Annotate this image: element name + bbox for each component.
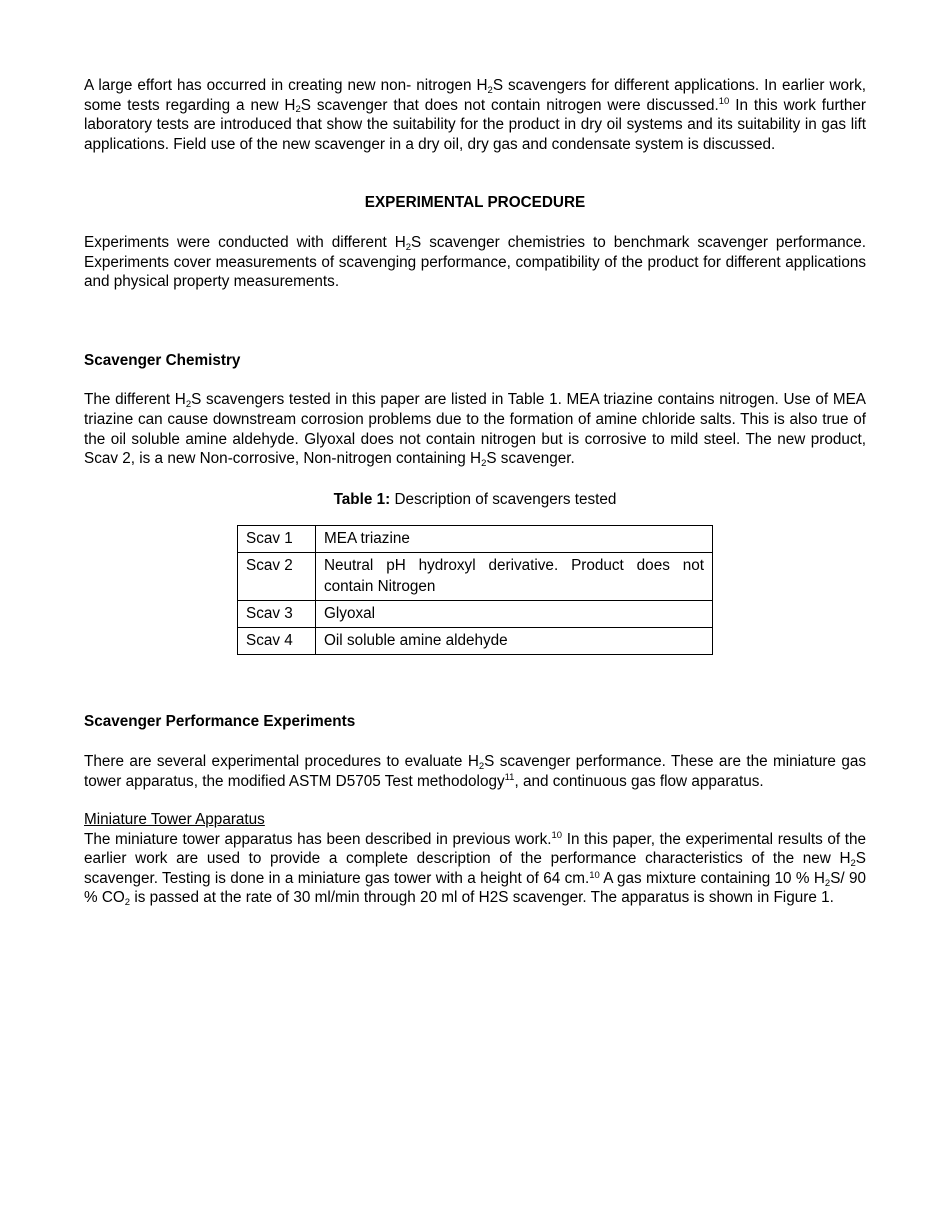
intro-text-4: In this work further laboratory tests are introduced that show the suitability for the product in dry oil systems and its suitability in gas lift applications. Field use of the new scavenger in a dry oil, dry gas and condensate system is discussed. [84, 96, 866, 153]
table-row [238, 553, 713, 601]
subscript: 2 [478, 760, 485, 772]
table-cell-desc: MEA triazine [316, 526, 713, 553]
table-cell-id: Scav 3 [238, 601, 316, 628]
experimental-text-1: Experiments were conducted with different H [84, 233, 406, 251]
subheading-miniature-tower: Miniature Tower Apparatus [84, 811, 265, 829]
experimental-paragraph [84, 233, 866, 292]
subscript: 2 [850, 858, 856, 870]
subheading-performance-experiments: Scavenger Performance Experiments [84, 713, 356, 731]
chemistry-text-2: S scavengers tested in this paper are listed in Table 1. MEA triazine contains nitrogen. Use of MEA triazine can cause downstream corrosion problems due to the formation of amine chloride salts. This is also true of the oil soluble amine aldehyde. Glyoxal does not contain nitrogen but is corrosive to mild steel. The new product, Scav 2, is a new Non-corrosive, Non-nitrogen containing H [84, 391, 866, 468]
table-cell-id: Scav 2 [238, 553, 316, 601]
subscript: 2 [487, 84, 493, 96]
reference-superscript: 10 [551, 830, 563, 842]
tower-text-5: S/ 90 % CO [84, 869, 866, 907]
table-cell-id: Scav 1 [238, 526, 316, 553]
experimental-text-2: S scavenger chemistries to benchmark scavenger performance. Experiments cover measurements of scavenging performance, compatibility of the product for different applications and physical property measurements. [84, 233, 866, 291]
scavenger-table [237, 525, 713, 655]
performance-paragraph [84, 752, 866, 791]
reference-superscript: 11 [504, 772, 515, 784]
performance-text-1: There are several experimental procedures to evaluate H [84, 752, 479, 770]
table-row [238, 526, 713, 553]
performance-text-3: , and continuous gas flow apparatus. [514, 772, 764, 790]
section-heading-experimental: EXPERIMENTAL PROCEDURE [364, 194, 586, 212]
table-cell-desc: Glyoxal [316, 601, 713, 628]
subscript: 2 [124, 897, 131, 909]
tower-text-3: S scavenger. Testing is done in a miniature gas tower with a height of 64 cm. [84, 850, 866, 887]
reference-superscript: 10 [718, 96, 730, 108]
table-caption-label: Table 1: [333, 490, 391, 508]
tower-paragraph [84, 830, 866, 908]
subscript: 2 [481, 457, 487, 469]
tower-text-1: The miniature tower apparatus has been described in previous work. [84, 830, 552, 848]
table-row [238, 601, 713, 628]
table-caption [84, 490, 866, 510]
intro-text-1: A large effort has occurred in creating new non- nitrogen H [84, 77, 488, 94]
tower-text-4: A gas mixture containing 10 % H [599, 869, 825, 887]
intro-text-3: S scavenger that does not contain nitrogen were discussed. [300, 96, 719, 114]
table-cell-id: Scav 4 [238, 628, 316, 655]
reference-superscript: 10 [589, 869, 600, 881]
tower-text-6: is passed at the rate of 30 ml/min through 20 ml of H2S scavenger. The apparatus is shown in Figure 1. [130, 889, 834, 907]
chemistry-text-3: S scavenger. [486, 450, 575, 468]
subscript: 2 [185, 399, 192, 411]
table-cell-desc: Oil soluble amine aldehyde [316, 628, 713, 655]
subscript: 2 [405, 241, 412, 253]
subscript: 2 [824, 877, 831, 889]
page-content [84, 76, 866, 908]
chemistry-text-1: The different H [84, 391, 186, 409]
table-caption-text: Description of scavengers tested [390, 490, 617, 508]
subheading-scavenger-chemistry: Scavenger Chemistry [84, 351, 241, 369]
subscript: 2 [295, 104, 301, 116]
table-row [238, 628, 713, 655]
intro-paragraph [84, 76, 866, 154]
tower-text-2: In this paper, the experimental results of the earlier work are used to provide a complete description of the performance characteristics of the new H [84, 830, 866, 868]
intro-text-2: S scavengers for different applications. In earlier work, some tests regarding a new H [84, 77, 867, 114]
table-cell-desc: Neutral pH hydroxyl derivative. Product does not contain Nitrogen [316, 553, 713, 601]
performance-text-2: S scavenger performance. These are the miniature gas tower apparatus, the modified ASTM D5705 Test methodology [84, 752, 866, 790]
chemistry-paragraph [84, 390, 866, 468]
